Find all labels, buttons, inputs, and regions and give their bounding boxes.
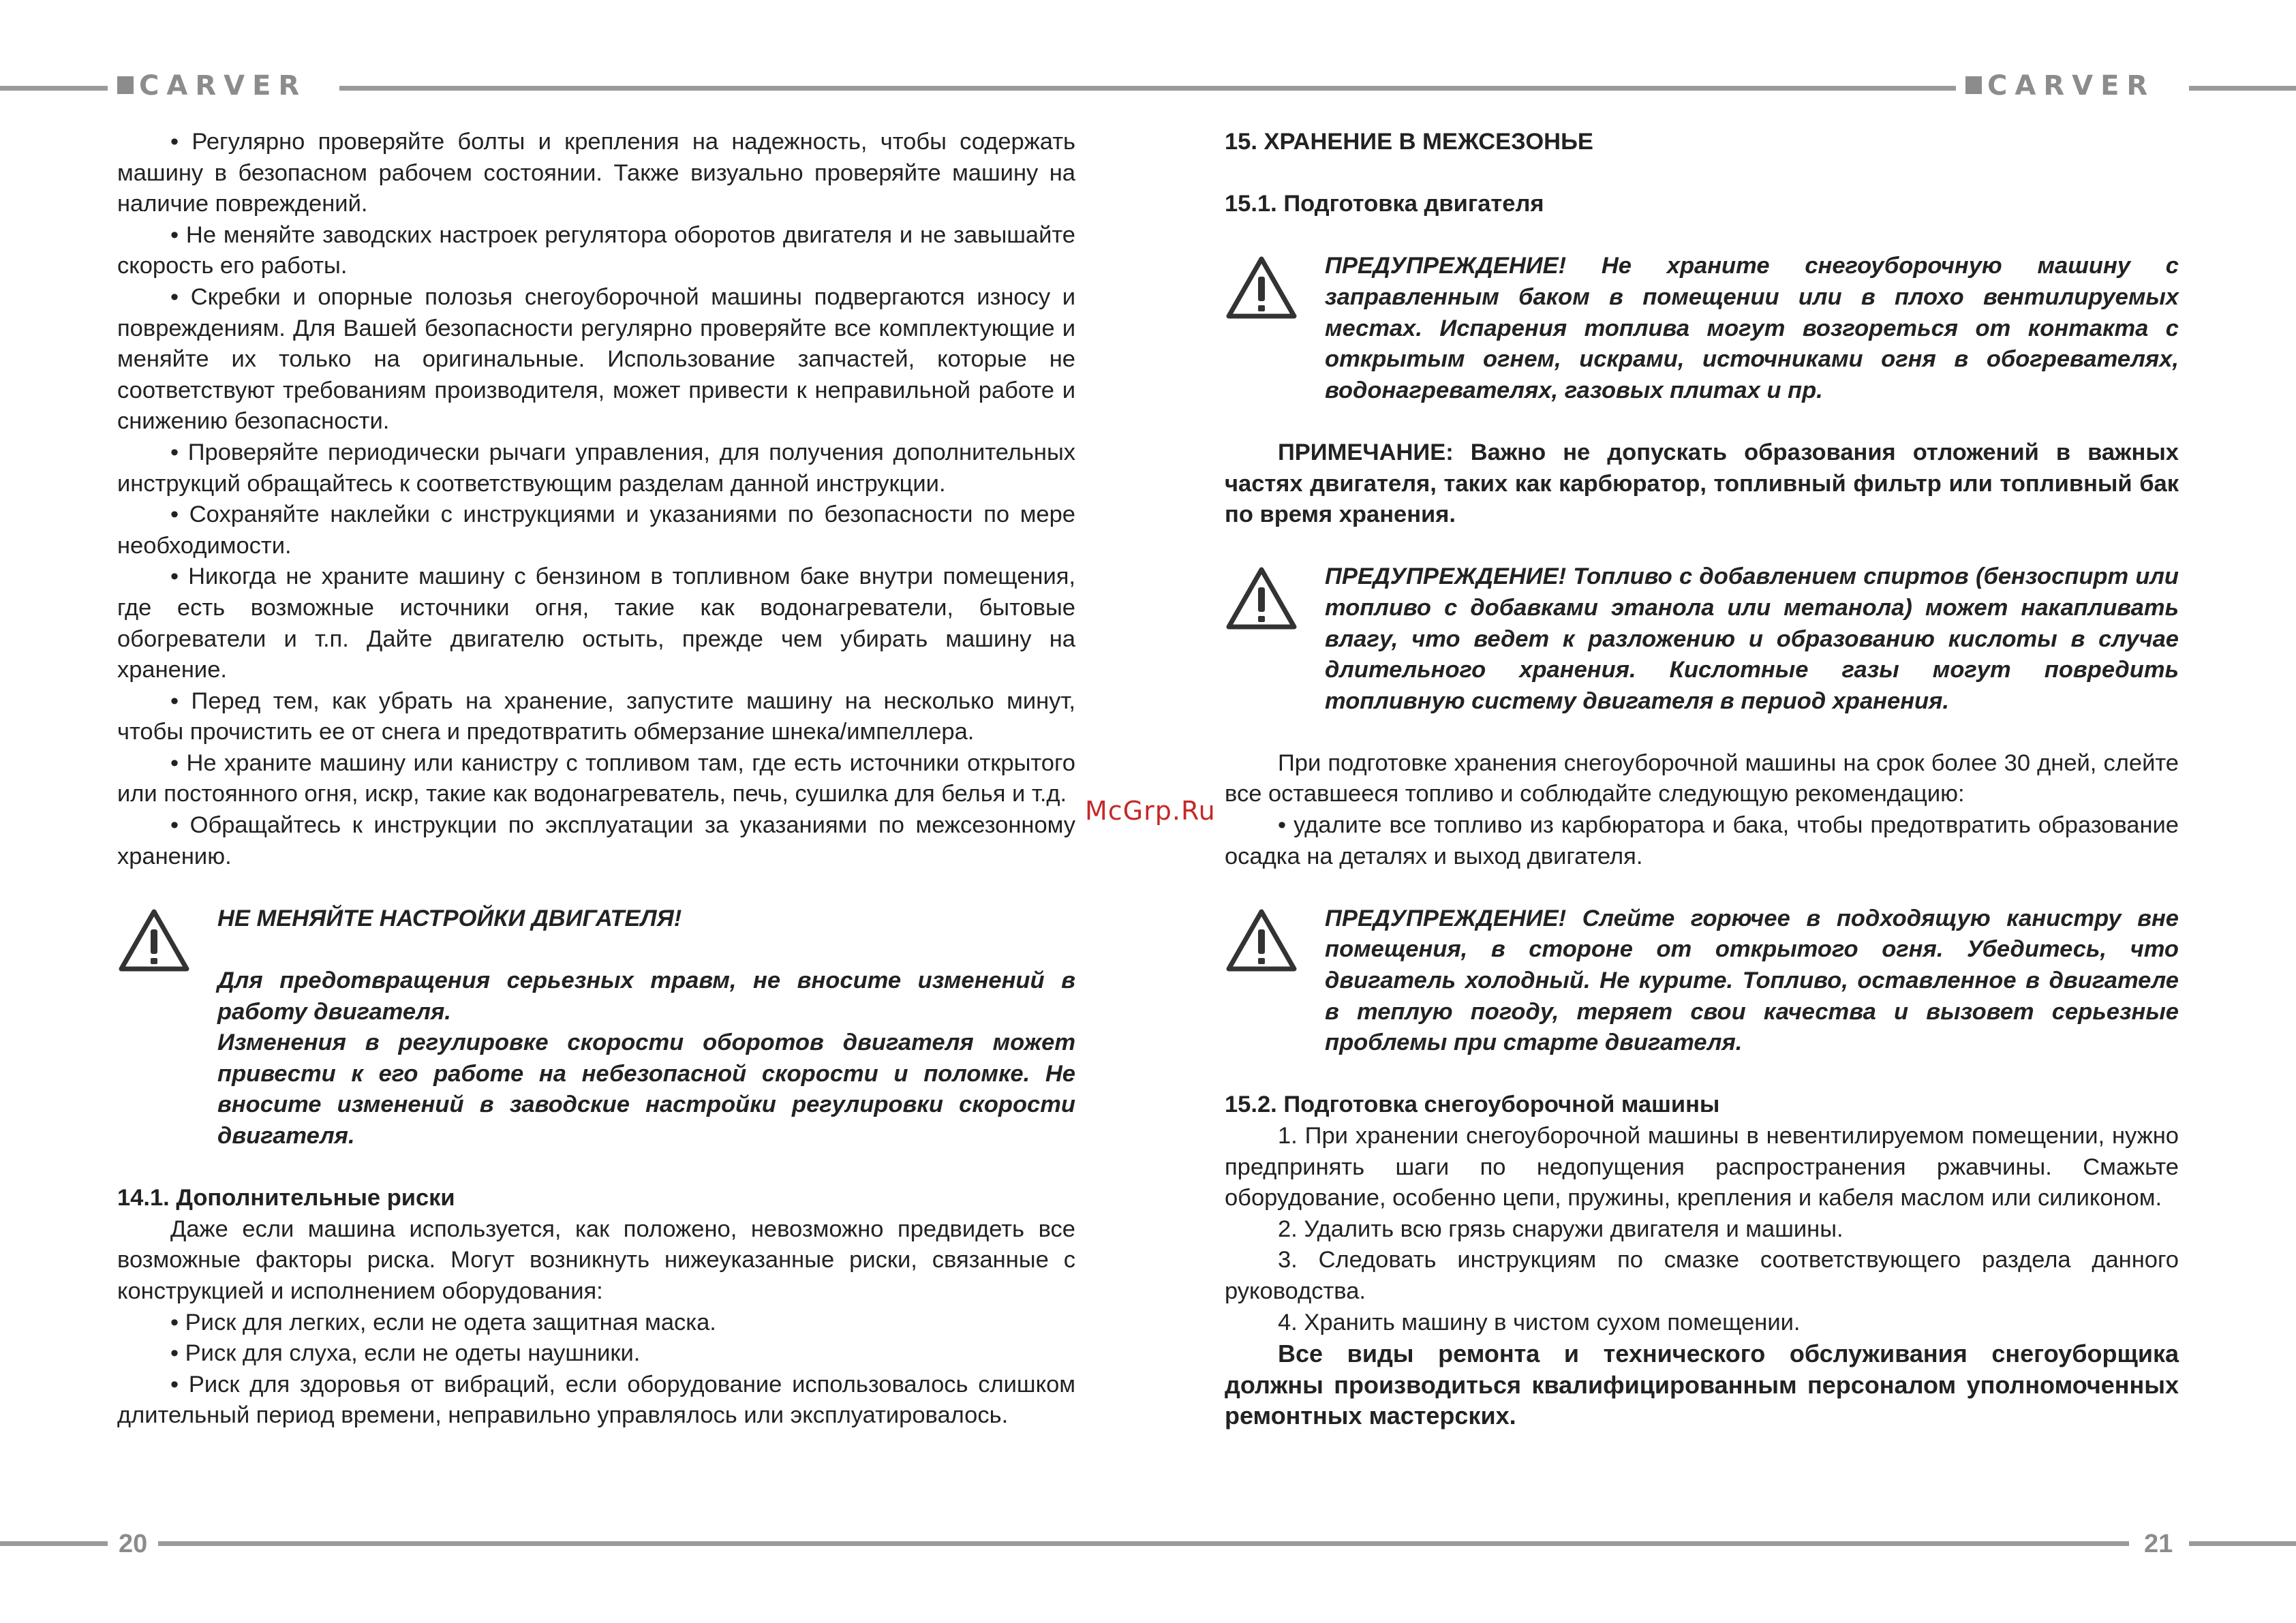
warning-text: Изменения в регулировке скорости оборотов двигателя может привести к его работе на небезопасной скорости и поломке. Не вносите изменений в заводские настройки регулировки скорости двигателя. bbox=[217, 1030, 1075, 1149]
warning-block-1 bbox=[1225, 251, 2179, 406]
list-item: 1. При хранении снегоуборочной машины в невентилируемом помещении, нужно предпринять шаги по недопущения распространения ржавчины. Смажьте оборудование, особенно цепи, пружины, крепления и кабеля маслом или силиконом. bbox=[1225, 1123, 2179, 1211]
right-page-column bbox=[1225, 127, 2179, 1432]
footer-rule-center bbox=[158, 1541, 2129, 1546]
section-title: 15.1. Подготовка двигателя bbox=[1225, 191, 1544, 217]
warning-block-engine bbox=[117, 903, 1075, 1152]
brand-mark-icon bbox=[117, 76, 134, 94]
list-item: • Риск для слуха, если не одеты наушники. bbox=[170, 1340, 641, 1367]
section-title: 14.1. Дополнительные риски bbox=[117, 1185, 455, 1211]
watermark: McGrp.Ru bbox=[1085, 796, 1216, 826]
warning-text: ПРЕДУПРЕЖДЕНИЕ! Топливо с добавлением спиртов (бензоспирт или топливо с добавками этанола или метанола) может накапливать влагу, что ведет к разложению и образованию кислоты в случае длительного хранения. Кислотные газы могут повредить топливную систему двигателя в период хранения. bbox=[1325, 563, 2179, 714]
warning-text: Для предотвращения серьезных травм, не вносите изменений в работу двигателя. bbox=[217, 968, 1075, 1025]
paragraph: • Не меняйте заводских настроек регулятора оборотов двигателя и не завышайте скорость его работы. bbox=[117, 221, 1075, 279]
brand-logo-left: CARVER bbox=[117, 73, 307, 99]
brand-mark-icon bbox=[1965, 76, 1982, 94]
warning-triangle-icon bbox=[1225, 566, 1298, 631]
paragraph: • Обращайтесь к инструкции по эксплуатации за указаниями по межсезонному хранению. bbox=[117, 812, 1075, 869]
closing-statement: Все виды ремонта и технического обслуживания снегоуборщика должны производиться квалифицированным персоналом уполномоченных ремонтных мастерских. bbox=[1225, 1340, 2179, 1430]
page-number-right: 21 bbox=[2144, 1530, 2173, 1558]
paragraph: • Проверяйте периодически рычаги управления, для получения дополнительных инструкций обращайтесь к соответствующим разделам данной инструкции. bbox=[117, 439, 1075, 497]
paragraph: При подготовке хранения снегоуборочной машины на срок более 30 дней, слейте все оставшееся топливо и соблюдайте следующую рекомендацию: bbox=[1225, 749, 2179, 807]
brand-logo-right: CARVER bbox=[1965, 73, 2155, 99]
warning-text: ПРЕДУПРЕЖДЕНИЕ! Не храните снегоуборочную машину с заправленным баком в помещении или в плохо вентилируемых местах. Испарения топлива могут возгореться от контакта с открытым огнем, искрами, источниками огня в обогревателях, водонагревателях, газовых плитах и пр. bbox=[1325, 253, 2179, 403]
page-number-left: 20 bbox=[119, 1530, 148, 1558]
header-rule-left bbox=[0, 86, 108, 91]
paragraph: • Регулярно проверяйте болты и крепления на надежность, чтобы содержать машину в безопасном рабочем состоянии. Также визуально проверяйте машину на наличие повреждений. bbox=[117, 129, 1075, 217]
list-item: • Риск для легких, если не одета защитная маска. bbox=[170, 1309, 716, 1335]
header-rule-center bbox=[339, 86, 1956, 91]
paragraph: • Перед тем, как убрать на хранение, запустите машину на несколько минут, чтобы прочистить ее от снега и предотвратить обмерзание шнека/импеллера. bbox=[117, 687, 1075, 745]
footer-rule-right bbox=[2189, 1541, 2296, 1546]
warning-title: НЕ МЕНЯЙТЕ НАСТРОЙКИ ДВИГАТЕЛЯ! bbox=[217, 905, 682, 931]
warning-text: ПРЕДУПРЕЖДЕНИЕ! Слейте горючее в подходящую канистру вне помещения, в стороне от открытого огня. Убедитесь, что двигатель холодный. Не курите. Топливо, оставленное в двигателе в теплую погоду, теряет свои качества и вызовет серьезные проблемы при старте двигателя. bbox=[1325, 905, 2179, 1056]
list-item: 4. Хранить машину в чистом сухом помещении. bbox=[1278, 1309, 1801, 1335]
warning-triangle-icon bbox=[117, 908, 191, 973]
paragraph: • Скребки и опорные полозья снегоуборочной машины подвергаются износу и повреждениям. Для Вашей безопасности регулярно проверяйте все комплектующие и меняйте их только на оригинальные. Использование запчастей, которые не соответствуют требованиям производителя, может привести к неправильной работе и снижению безопасности. bbox=[117, 283, 1075, 435]
paragraph: • Сохраняйте наклейки с инструкциями и указаниями по безопасности по мере необходимости. bbox=[117, 501, 1075, 559]
warning-block-2 bbox=[1225, 561, 2179, 717]
header-rule-right bbox=[2189, 86, 2296, 91]
paragraph: • Не храните машину или канистру с топливом там, где есть источники открытого или постоянного огня, искр, такие как водонагреватель, печь, сушилка для белья и т.д. bbox=[117, 749, 1075, 807]
list-item: 2. Удалить всю грязь снаружи двигателя и машины. bbox=[1278, 1216, 1843, 1242]
paragraph: Даже если машина используется, как положено, невозможно предвидеть все возможные факторы риска. Могут возникнуть нижеуказанные риски, связанные с конструкцией и исполнением оборудования: bbox=[117, 1216, 1075, 1304]
warning-triangle-icon bbox=[1225, 908, 1298, 973]
paragraph: • Никогда не храните машину с бензином в топливном баке внутри помещения, где есть возможные источники огня, такие как водонагреватели, бытовые обогреватели и т.п. Дайте двигателю остыть, прежде чем убирать машину на хранение. bbox=[117, 563, 1075, 683]
list-item: • Риск для здоровья от вибраций, если оборудование использовалось слишком длительный период времени, неправильно управлялось или эксплуатировалось. bbox=[117, 1371, 1075, 1429]
list-item: • удалите все топливо из карбюратора и бака, чтобы предотвратить образование осадка на деталях и выход двигателя. bbox=[1225, 812, 2179, 869]
list-item: 3. Следовать инструкциям по смазке соответствующего раздела данного руководства. bbox=[1225, 1247, 2179, 1304]
warning-triangle-icon bbox=[1225, 255, 1298, 320]
chapter-title: 15. ХРАНЕНИЕ В МЕЖСЕЗОНЬЕ bbox=[1225, 129, 1593, 155]
left-page-column bbox=[117, 127, 1075, 1432]
section-title: 15.2. Подготовка снегоуборочной машины bbox=[1225, 1092, 1720, 1118]
footer-rule-left bbox=[0, 1541, 108, 1546]
note: ПРИМЕЧАНИЕ: Важно не допускать образования отложений в важных частях двигателя, таких как карбюратор, топливный фильтр или топливный бак по время хранения. bbox=[1225, 439, 2179, 528]
warning-block-3 bbox=[1225, 903, 2179, 1059]
